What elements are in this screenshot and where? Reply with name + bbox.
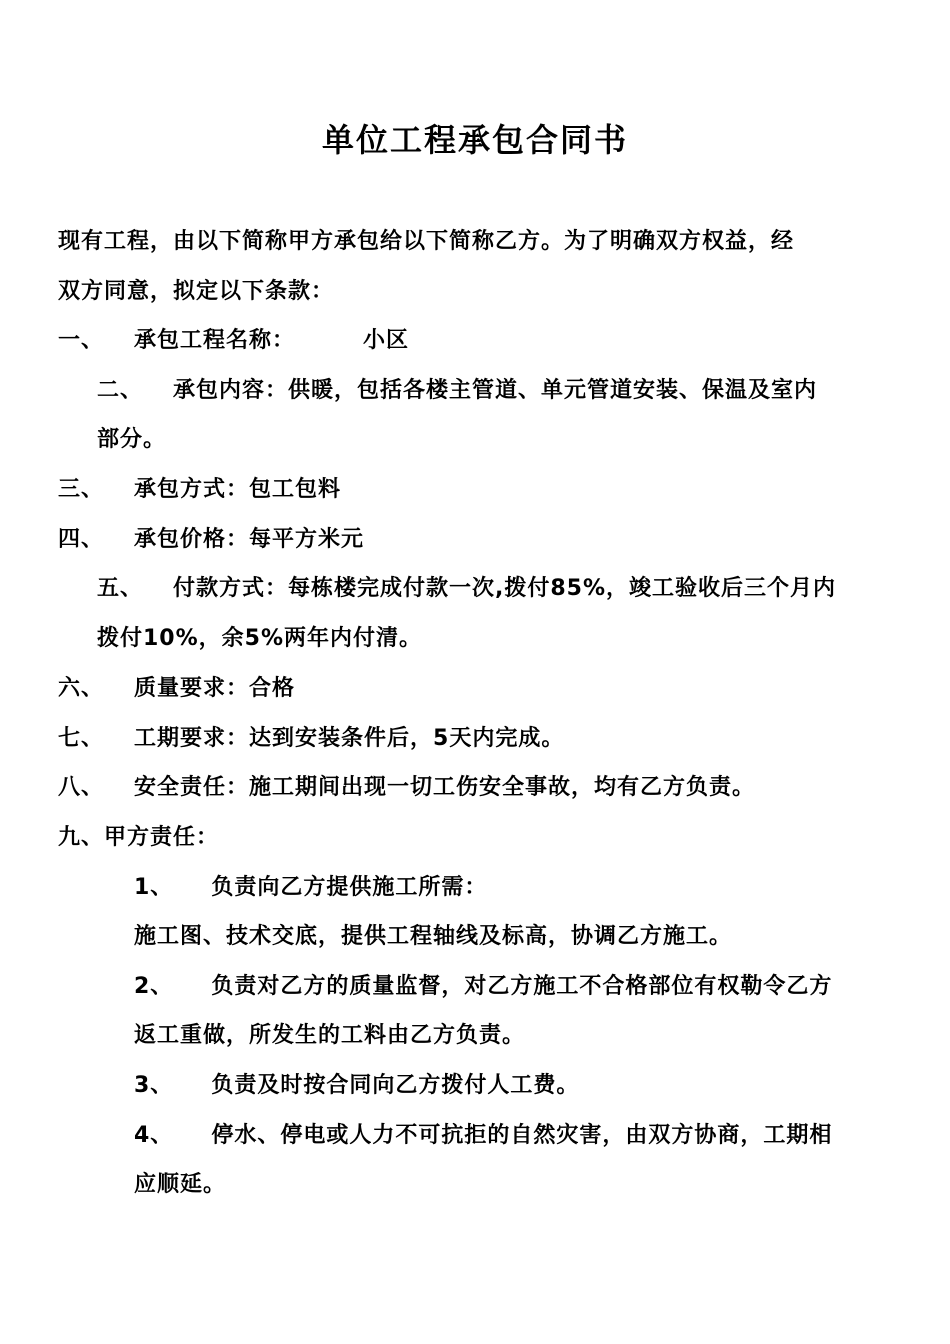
item-number: 4、: [134, 1123, 174, 1148]
clause-text: 承包方式：包工包料: [134, 477, 342, 502]
clause-number: 八、: [58, 775, 105, 800]
project-name-value: 小区: [363, 328, 410, 353]
item-number: 3、: [134, 1073, 174, 1098]
clause-text: 付款方式：每栋楼完成付款一次,拨付85%，竣工验收后三个月内: [173, 576, 837, 601]
item-3: [134, 1071, 579, 1101]
clause-text: 质量要求：合格: [134, 676, 296, 701]
clause-text: 承包内容：供暖，包括各楼主管道、单元管道安装、保温及室内: [173, 378, 818, 403]
clause-5: [97, 574, 836, 604]
clause-2-continuation: 部分。: [97, 427, 167, 452]
intro-line-1: 现有工程，由以下简称甲方承包给以下简称乙方。为了明确双方权益，经: [58, 229, 795, 254]
clause-8: [58, 773, 755, 803]
clause-number: 四、: [58, 527, 105, 552]
clause-3: [58, 475, 341, 505]
item-1-continuation: 施工图、技术交底，提供工程轴线及标高，协调乙方施工。: [134, 924, 733, 949]
item-4-continuation: 应顺延。: [134, 1172, 227, 1197]
item-1: [134, 873, 487, 903]
clause-text: 工期要求：达到安装条件后，5天内完成。: [134, 726, 565, 751]
clause-number: 三、: [58, 477, 105, 502]
clause-number: 二、: [97, 378, 144, 403]
clause-number: 七、: [58, 726, 105, 751]
item-2-continuation: 返工重做，所发生的工料由乙方负责。: [134, 1023, 526, 1048]
intro-line-2: 双方同意，拟定以下条款：: [58, 279, 335, 304]
clause-1: [58, 326, 409, 356]
clause-2: [97, 376, 817, 406]
item-2: [134, 972, 832, 1002]
clause-text: 安全责任：施工期间出现一切工伤安全事故，均有乙方负责。: [134, 775, 756, 800]
item-4: [134, 1121, 832, 1151]
clause-text: 承包价格：每平方米元: [134, 527, 365, 552]
item-number: 1、: [134, 875, 174, 900]
clause-4: [58, 525, 364, 555]
item-text: 负责向乙方提供施工所需：: [211, 875, 488, 900]
item-number: 2、: [134, 974, 174, 999]
item-text: 停水、停电或人力不可抗拒的自然灾害，由双方协商，工期相: [211, 1123, 833, 1148]
clause-number: 五、: [97, 576, 144, 601]
clause-number: 一、: [58, 328, 105, 353]
clause-number: 六、: [58, 676, 105, 701]
clause-9-heading: 九、甲方责任：: [58, 825, 220, 850]
clause-label: 承包工程名称：: [134, 328, 296, 353]
item-text: 负责及时按合同向乙方拨付人工费。: [211, 1073, 580, 1098]
item-text: 负责对乙方的质量监督，对乙方施工不合格部位有权勒令乙方: [211, 974, 833, 999]
clause-7: [58, 724, 564, 754]
document-title: 单位工程承包合同书: [321, 121, 628, 159]
clause-5-continuation: 拨付10%，余5%两年内付清。: [97, 626, 423, 651]
clause-6: [58, 674, 295, 704]
